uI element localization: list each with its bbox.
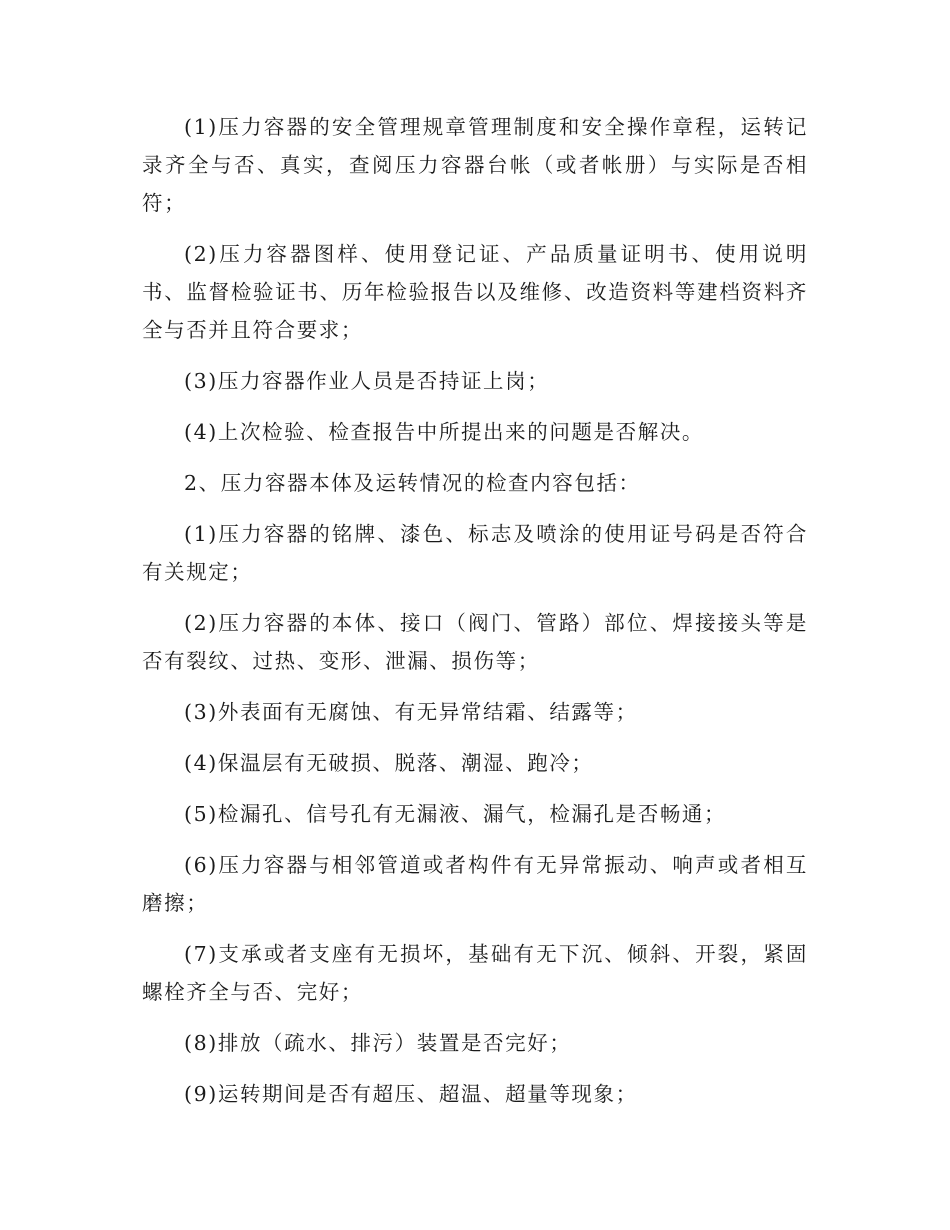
- paragraph-9: (5)检漏孔、信号孔有无漏液、漏气，检漏孔是否畅通；: [184, 802, 727, 826]
- paragraph-12: (8)排放（疏水、排污）装置是否完好；: [184, 1031, 572, 1055]
- section-heading-2: 2、压力容器本体及运转情况的检查内容包括：: [184, 471, 641, 495]
- paragraph-10: (6)压力容器与相邻管道或者构件有无异常振动、响声或者相互磨擦；: [142, 853, 808, 915]
- paragraph-4: (4)上次检验、检查报告中所提出来的问题是否解决。: [184, 420, 705, 444]
- paragraph-8: (4)保温层有无破损、脱落、潮湿、跑冷；: [184, 751, 594, 775]
- paragraph-5: (1)压力容器的铭牌、漆色、标志及喷涂的使用证号码是否符合有关规定；: [142, 522, 808, 584]
- paragraph-6: (2)压力容器的本体、接口（阀门、管路）部位、焊接接头等是否有裂纹、过热、变形、泄漏、损伤等；: [142, 611, 808, 673]
- paragraph-1: (1)压力容器的安全管理规章管理制度和安全操作章程，运转记录齐全与否、真实，查阅压力容器台帐（或者帐册）与实际是否相符；: [142, 115, 808, 215]
- paragraph-7: (3)外表面有无腐蚀、有无异常结霜、结露等；: [184, 700, 638, 724]
- paragraph-2: (2)压力容器图样、使用登记证、产品质量证明书、使用说明书、监督检验证书、历年检验报告以及维修、改造资料等建档资料齐全与否并且符合要求；: [142, 242, 808, 342]
- document-body: [142, 108, 808, 1126]
- paragraph-13: (9)运转期间是否有超压、超温、超量等现象；: [184, 1082, 638, 1106]
- paragraph-11: (7)支承或者支座有无损坏，基础有无下沉、倾斜、开裂，紧固螺栓齐全与否、完好；: [142, 942, 808, 1004]
- paragraph-3: (3)压力容器作业人员是否持证上岗；: [184, 369, 550, 393]
